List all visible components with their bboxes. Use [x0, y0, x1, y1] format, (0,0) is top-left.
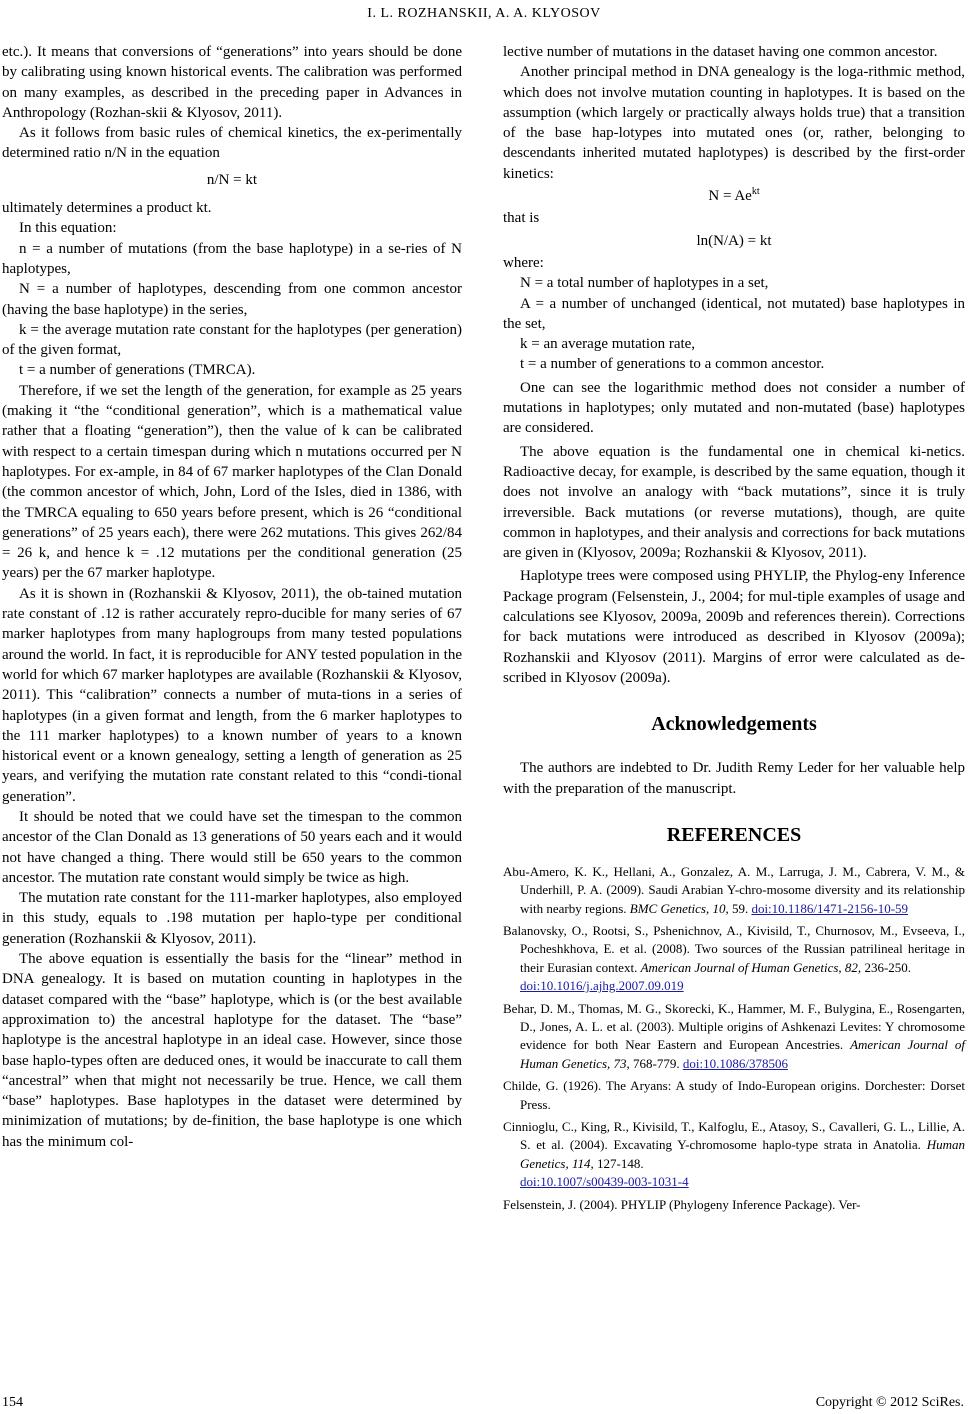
definition-A: A = a number of unchanged (identical, not mutated) base haplotypes in the set,: [503, 295, 965, 332]
definition-N: N = a total number of haplotypes in a set,: [520, 275, 769, 292]
reference-text: Felsenstein, J. (2004). PHYLIP (Phylogeny Inference Package). Ver-: [503, 1196, 861, 1212]
definition-t: t = a number of generations (TMRCA).: [19, 362, 256, 379]
paragraph: Therefore, if we set the length of the generation, for example as 25 years (making it “the “conditional generation”, which is a mathematical value rather that a floating “generation”), then the value of k can be calibrated with respect to a certain timespan during which n mutations occurred per N haplotypes. For ex-ample, in 84 of 67 marker haplotypes of the Clan Donald (the common ancestor of which, John, Lord of the Isles, died in 1386, with the TMRCA equaling to 650 years before present, which is 26 “conditional generations” of 25 years each), there were 262 mutations. This gives 262/84 = 26 k, and hence k = .12 mutations per the conditional generation (25 years) per the 67 marker haplotype.: [2, 382, 462, 582]
doi-link[interactable]: doi:10.1007/s00439-003-1031-4: [520, 1174, 689, 1190]
equation-exponential: [503, 186, 965, 206]
equation-exponent: kt: [751, 186, 760, 198]
page-number: 154: [2, 1395, 23, 1410]
reference-item: [503, 1077, 965, 1114]
paragraph: One can see the logarithmic method does not consider a number of mutations in haplotypes; only mutated and non-mutated (base) haplotypes are considered.: [503, 379, 965, 437]
paragraph: lective number of mutations in the dataset having one common ancestor.: [503, 44, 938, 60]
definition-k: k = an average mutation rate,: [520, 336, 696, 353]
running-header: I. L. ROZHANSKII, A. A. KLYOSOV: [367, 6, 601, 21]
reference-item: [503, 1000, 965, 1074]
paragraph: Another principal method in DNA genealogy is the loga-rithmic method, which does not involve mutation counting in haplotypes. It is based on the assumption (which largely or practically always holds true) that a transition of the base hap-lotypes into mutated ones (or, rather, belonging to descendants inherited mutated haplotypes) is described by the first-order kinetics:: [503, 64, 965, 182]
paragraph: etc.). It means that conversions of “generations” into years should be done by calibrating using known historical events. The calibration was performed on many examples, as described in the preceding paper in Advances in Anthropology (Rozhan-skii & Klyosov, 2011).: [2, 44, 462, 121]
equation-linear: n/N = kt: [206, 171, 258, 188]
left-column: [2, 42, 462, 1152]
copyright-notice: Copyright © 2012 SciRes.: [815, 1395, 964, 1410]
paragraph: ultimately determines a product kt.: [2, 200, 212, 217]
paragraph: where:: [503, 254, 544, 271]
definition-n: n = a number of mutations (from the base haplotype) in a se-ries of N haplotypes,: [2, 240, 462, 277]
paragraph: As it is shown in (Rozhanskii & Klyosov, 2011), the ob-tained mutation rate constant of .12 is rather accurately repro-ducible for many series of 67 marker haplotypes from many haplogroups from many tested populations around the world. In fact, it is reproducible for ANY tested population in the world for which 67 marker haplotypes are available (Rozhanskii & Klyosov, 2011). This “calibration” connects a number of muta-tions in a series of haplotypes (in a given format and length, from the 6 marker haplotypes to the 111 marker haplotypes) to a known number of years to a known historical event or a known genealogy, setting a length of generation as 25 years, and verifying the mutation rate constant related to this “condi-tional generation”.: [2, 585, 462, 805]
references-list: [503, 863, 965, 1214]
definition-t: t = a number of generations to a common ancestor.: [520, 356, 825, 373]
acknowledgements-text: The authors are indebted to Dr. Judith Remy Leder for her valuable help with the preparation of the manuscript.: [503, 760, 965, 797]
paragraph: The above equation is essentially the basis for the “linear” method in DNA genealogy. It is based on mutation counting in haplotypes in the dataset compared with the “base” haplotype, which is (or the best available approximation to) the ancestral haplotype for the dataset. The “base” haplotype is the ancestral haplotype in an ideal case. However, since those base haplo-types often are deduced ones, it would be inaccurate to call them “ancestral” when that might not necessarily be true. Hence, we call them “base” haplotypes. Base haplotypes in the dataset were determined by minimization of mutations; by de-finition, the base haplotype is one which has the minimum col-: [2, 951, 462, 1150]
paragraph: In this equation:: [19, 220, 117, 237]
reference-text: 236-250.: [861, 959, 912, 975]
reference-text: Childe, G. (1926). The Aryans: A study of Indo-European origins. Dorchester: Dorset Press.: [503, 1078, 965, 1112]
paragraph: The mutation rate constant for the 111-marker haplotypes, also employed in this study, equals to .198 mutation per haplo-type per conditional generation (Rozhanskii & Klyosov, 2011).: [2, 890, 462, 947]
reference-item: [503, 1118, 965, 1192]
reference-item: [503, 922, 965, 996]
definition-N: N = a number of haplotypes, descending from one common ancestor (having the base haplotype) in the series,: [2, 281, 462, 318]
equation-base: N = Ae: [708, 188, 752, 205]
right-column: [503, 42, 965, 1218]
reference-text: 768-779.: [629, 1055, 683, 1071]
reference-text: Balanovsky, O., Rootsi, S., Pshenichnov, A., Kivisild, T., Churnosov, M., Evseeva, I., Pocheshkhova, E. et al. (2008). Two sources of the Russian patrilineal heritage in their Eurasian context.: [503, 923, 965, 975]
reference-item: [503, 863, 965, 918]
paragraph: Haplotype trees were composed using PHYLIP, the Phylog-eny Inference Package program (Felsenstein, J., 2004; for mul-tiple examples of usage and calculations see Klyosov, 2009a, 2009b and references therein). Corrections for back mutations were introduced as described in Klyosov (2009a); Rozhanskii and Klyosov (2011). Margins of error were calculated as de-scribed in Klyosov (2009a).: [503, 568, 965, 686]
reference-text: Abu-Amero, K. K., Hellani, A., Gonzalez, A. M., Larruga, J. M., Cabrera, V. M., & Underhill, P. A. (2009). Saudi Arabian Y-chro-mosome diversity and its relationship with nearby regions.: [503, 863, 965, 916]
reference-journal: Human Genetics, 114,: [520, 1137, 965, 1171]
doi-link[interactable]: doi:10.1016/j.ajhg.2007.09.019: [520, 978, 684, 994]
acknowledgements-heading: Acknowledgements: [651, 713, 817, 736]
reference-journal: American Journal of Human Genetics, 73,: [520, 1037, 965, 1071]
paragraph: that is: [503, 210, 540, 227]
doi-link[interactable]: doi:10.1186/1471-2156-10-59: [751, 900, 909, 916]
paragraph: As it follows from basic rules of chemical kinetics, the ex-perimentally determined ratio n/N in the equation: [2, 125, 462, 162]
paragraph: The above equation is the fundamental one in chemical ki-netics. Radioactive decay, for example, is described by the same equation, though it does not involve an analogy with “back mutations”, since it is truly irreversible. Back mutations (or reverse mutations), though, are quite common in haplotypes, and their analysis and corrections for back mutations are given in (Klyosov, 2009a; Rozhanskii & Klyosov, 2011).: [503, 443, 965, 562]
reference-text: 59.: [728, 900, 752, 916]
reference-text: Cinnioglu, C., King, R., Kivisild, T., Kalfoglu, E., Atasoy, S., Cavalleri, G. L., Lillie, A. S. et al. (2004). Excavating Y-chromosome haplo-type strata in Anatolia.: [503, 1119, 965, 1153]
reference-item: [503, 1196, 965, 1214]
reference-text: Behar, D. M., Thomas, M. G., Skorecki, K., Hammer, M. F., Bulygina, E., Rosengarten, D., Jones, A. L. et al. (2003). Multiple origins of Ashkenazi Levites: Y chromosome evidence for both Near Eastern and European Ancestries.: [503, 1000, 965, 1053]
reference-journal: American Journal of Human Genetics, 82,: [640, 959, 862, 975]
paragraph: It should be noted that we could have set the timespan to the common ancestor of the Clan Donald as 13 generations of 50 years each and it would not have changed a thing. There would still be 650 years to the common ancestor. The mutation rate constant would simply be twice as high.: [2, 808, 462, 886]
reference-text: 127-148.: [593, 1155, 644, 1171]
reference-journal: BMC Genetics, 10,: [629, 900, 729, 916]
references-heading: REFERENCES: [666, 823, 802, 846]
doi-link[interactable]: doi:10.1086/378506: [682, 1055, 788, 1071]
definition-k: k = the average mutation rate constant for the haplotypes (per generation) of the given format,: [2, 321, 462, 359]
equation-logarithmic: ln(N/A) = kt: [696, 232, 772, 249]
